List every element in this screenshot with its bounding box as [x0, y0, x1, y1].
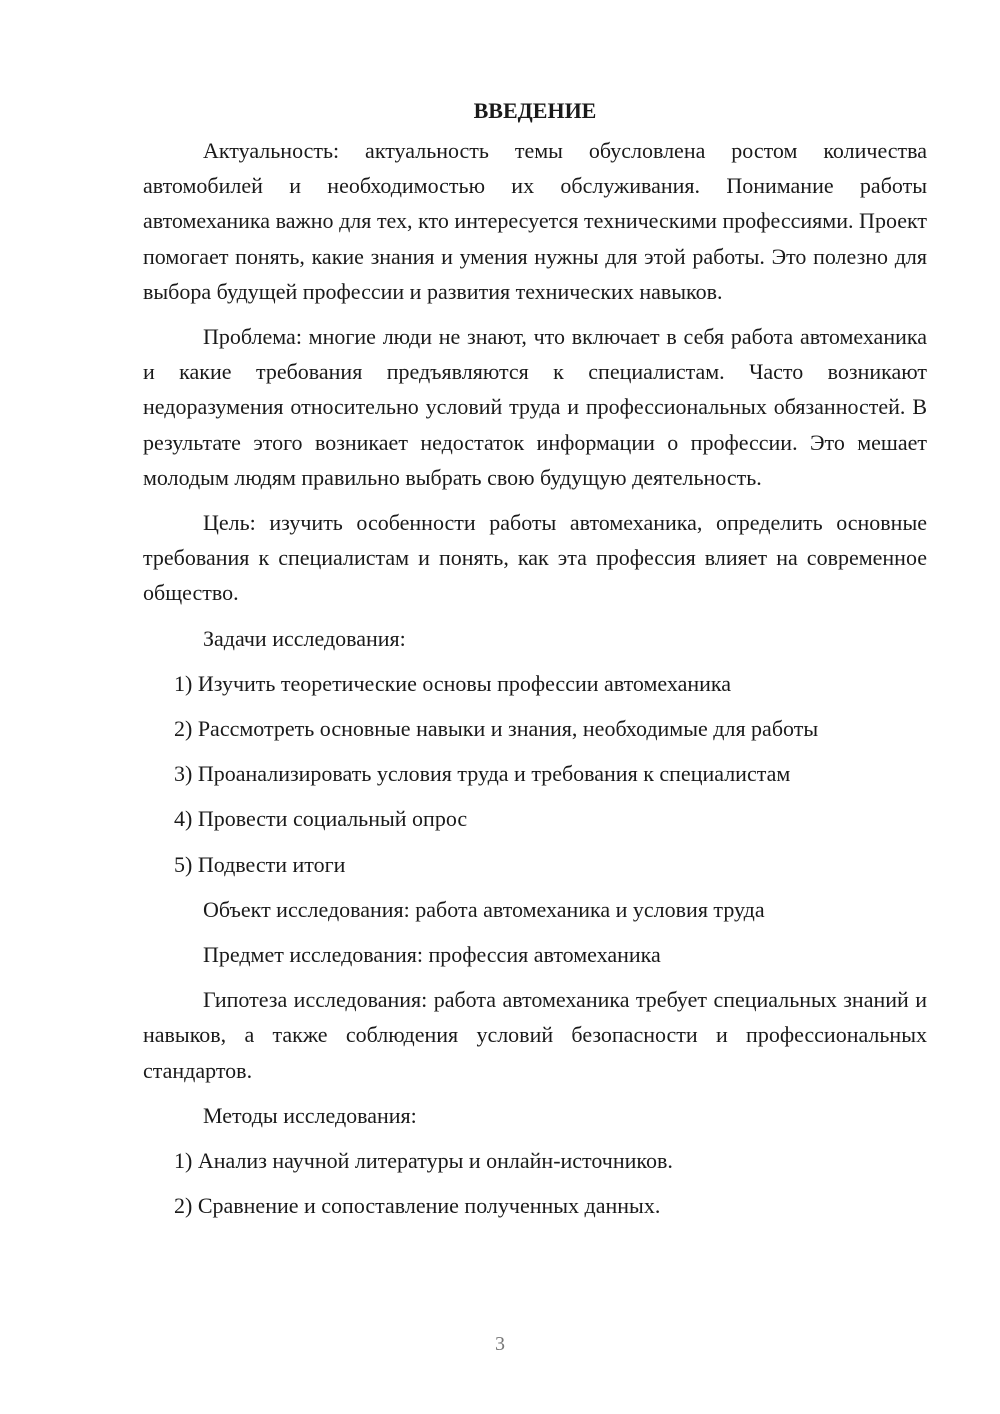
research-object: Объект исследования: работа автомеханика и условия труда — [203, 896, 765, 922]
tasks-title: Задачи исследования: — [203, 625, 406, 651]
problem-paragraph: Проблема: многие люди не знают, что включает в себя работа автомеханика и какие требования предъявляются к специалистам. Часто возникают недоразумения относительно условий труда и профессиональных обязанностей. В результате этого возникает недостаток информации о профессии. Это мешает молодым людям правильно выбрать свою будущую деятельность. — [143, 324, 927, 490]
tasks-list — [143, 666, 927, 882]
methods-list — [143, 1143, 927, 1223]
task-item: 4) Провести социальный опрос — [174, 806, 468, 832]
goal-paragraph: Цель: изучить особенности работы автомеханика, определить основные требования к специалистам и понять, как эта профессия влияет на современное общество. — [143, 510, 927, 606]
method-item: 2) Сравнение и сопоставление полученных данных. — [174, 1193, 661, 1219]
document-page — [143, 95, 927, 1233]
task-item: 1) Изучить теоретические основы профессии автомеханика — [174, 670, 732, 696]
task-item: 5) Подвести итоги — [174, 851, 346, 877]
page-number: 3 — [495, 1333, 505, 1355]
hypothesis-paragraph: Гипотеза исследования: работа автомеханика требует специальных знаний и навыков, а также соблюдения условий безопасности и профессиональных стандартов. — [143, 987, 927, 1083]
task-item: 3) Проанализировать условия труда и требования к специалистам — [174, 761, 791, 787]
task-item: 2) Рассмотреть основные навыки и знания, необходимые для работы — [174, 716, 819, 742]
relevance-paragraph: Актуальность: актуальность темы обусловлена ростом количества автомобилей и необходимостью их обслуживания. Понимание работы автомеханика важно для тех, кто интересуется техническими профессиями. Проект помогает понять, какие знания и умения нужны для этой работы. Это полезно для выбора будущей профессии и развития технических навыков. — [143, 138, 927, 304]
document-heading: ВВЕДЕНИЕ — [473, 98, 597, 123]
method-item: 1) Анализ научной литературы и онлайн-источников. — [174, 1148, 673, 1174]
methods-title: Методы исследования: — [203, 1102, 417, 1128]
research-subject: Предмет исследования: профессия автомеханика — [203, 942, 661, 968]
